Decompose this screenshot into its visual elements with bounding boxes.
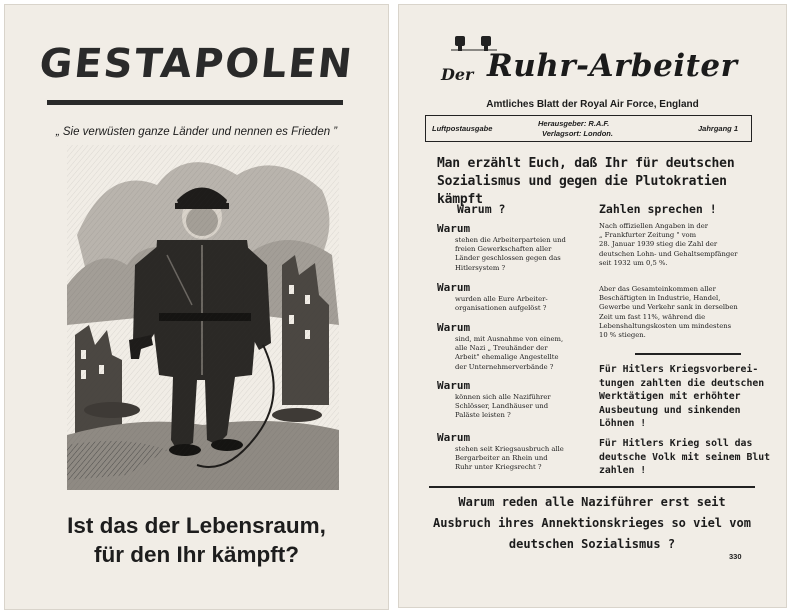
leaflet-title: GESTAPOLEN (37, 41, 356, 87)
right-column-heading: Zahlen sprechen ! (599, 202, 717, 216)
question-heading: Warum (437, 321, 471, 334)
caption-line-1: Ist das der Lebensraum, (67, 513, 326, 538)
newspaper-subtitle: Amtliches Blatt der Royal Air Force, England (486, 99, 699, 110)
question-heading: Warum (437, 431, 471, 444)
gestapo-officer-illustration (67, 145, 339, 490)
bottom-rule (429, 486, 755, 488)
question-text: können sich alle Naziführer Schlösser, Landhäuser und Paläste leisten ? (455, 393, 551, 420)
question-text: stehen seit Kriegsausbruch alle Bergarbeiter an Rhein und Ruhr unter Kriegsrecht ? (455, 445, 564, 472)
edition-label: Luftpostausgabe (432, 124, 493, 133)
war-blood-paragraph: Für Hitlers Krieg soll das deutsche Volk mit seinem Blut zahlen ! (599, 438, 771, 476)
leaflet-left-page (5, 5, 388, 609)
column-separator (635, 353, 741, 355)
closing-question: Warum reden alle Naziführer erst seit Ausbruch ihres Annektionskrieges so viel vom deutschen Sozialismus ? (433, 495, 751, 551)
left-column-heading: Warum ? (457, 202, 506, 216)
publisher-label: Herausgeber: R.A.F. (538, 119, 610, 128)
leaflet-right-page (399, 5, 786, 607)
statistics-paragraph-2: Aber das Gesamteinkommen aller Beschäftigten in Industrie, Handel, Gewerbe und Verkehr sank in derselben Zeit um fast 11%, während die Lebenshaltungskosten um mindestens 10 % stiegen. (599, 285, 738, 340)
headline-line-2: Sozialismus und gegen die Plutokratien kämpft (437, 174, 727, 207)
statistics-paragraph-1: Nach offiziellen Angaben in der „ Frankfurter Zeitung " vom 28. Januar 1939 stieg die Zahl der deutschen Lohn- und Gehaltsempfänger seit 1932 um 0,5 %. (599, 222, 738, 267)
newspaper-title: Ruhr-Arbeiter (487, 48, 738, 84)
question-heading: Warum (437, 281, 471, 294)
title-prefix: Der (441, 65, 474, 84)
caption-line-2: für den Ihr kämpft? (93, 542, 299, 567)
place-label: Verlagsort: London. (542, 129, 613, 138)
leaflet-number: 330 (729, 552, 742, 561)
volume-label: Jahrgang 1 (698, 124, 739, 133)
leaflet-quote: „ Sie verwüsten ganze Länder und nennen es Frieden ” (55, 126, 338, 138)
question-text: stehen die Arbeiterparteien und freien Gewerkschaften aller Länder geschlossen gegen das Hitlersystem ? (455, 236, 566, 272)
question-text: sind, mit Ausnahme von einem, alle Nazi „ Treuhänder der Arbeit" ehemalige Angestellte der Unternehmerverbände ? (455, 335, 564, 371)
question-text: wurden alle Eure Arbeiter- organisationen aufgelöst ? (455, 295, 548, 313)
headline-line-1: Man erzählt Euch, daß Ihr für deutschen (437, 156, 735, 171)
title-underline (47, 100, 343, 105)
publication-info-box (425, 115, 752, 142)
question-heading: Warum (437, 379, 471, 392)
main-headline (437, 155, 757, 209)
war-preparations-paragraph: Für Hitlers Kriegsvorberei- tungen zahlten die deutschen Werktätigen mit erhöhter Ausbeutung und sinkenden Löhnen ! (599, 364, 765, 429)
question-heading: Warum (437, 222, 471, 235)
